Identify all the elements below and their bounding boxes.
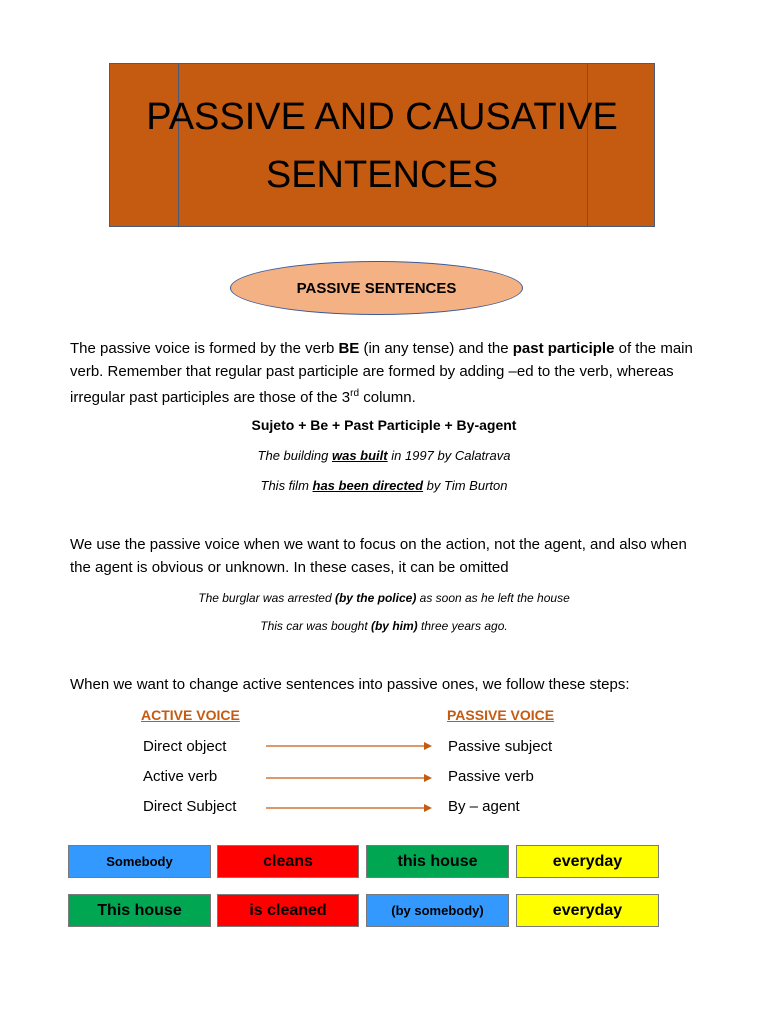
- active-voice-heading: ACTIVE VOICE: [141, 707, 240, 723]
- title-banner: [109, 63, 655, 227]
- intro-text-4: column.: [359, 389, 416, 406]
- intro-text-2: (in any tense) and the: [359, 340, 513, 357]
- intro-paragraph: [70, 338, 710, 410]
- row1-time-cell: everyday: [516, 845, 659, 878]
- row1-object-cell: this house: [366, 845, 509, 878]
- section-label: PASSIVE SENTENCES: [296, 279, 457, 297]
- example-3: [0, 591, 768, 605]
- example-2: [0, 478, 768, 493]
- steps-intro: When we want to change active sentences into passive ones, we follow these steps:: [70, 676, 630, 693]
- page-title: [110, 88, 654, 204]
- step-2-passive: Passive verb: [448, 768, 534, 785]
- intro-bold-be: BE: [338, 340, 360, 357]
- example-1: [0, 448, 768, 463]
- row2-subject-cell: This house: [68, 894, 211, 927]
- step-1-passive: Passive subject: [448, 738, 553, 755]
- example-4-pre: This car was bought: [260, 619, 371, 633]
- example-2-pre: This film: [260, 478, 313, 493]
- intro-text-1: The passive voice is formed by the verb: [70, 340, 339, 357]
- intro-text-3: of the main verb. Remember that regular past participle are formed by adding –ed to the verb, whereas irregular past participles are those of the 3: [70, 340, 693, 406]
- example-1-highlight: was built: [331, 448, 388, 463]
- title-line-2: SENTENCES: [265, 154, 499, 196]
- row1-verb-cell: cleans: [217, 845, 359, 878]
- example-4: [0, 619, 768, 633]
- example-3-post: as soon as he left the house: [416, 591, 570, 605]
- passive-voice-heading: PASSIVE VOICE: [447, 707, 555, 723]
- example-2-post: by Tim Burton: [423, 478, 508, 493]
- step-2-active: Active verb: [143, 768, 218, 785]
- example-1-post: in 1997 by Calatrava: [387, 448, 511, 463]
- intro-superscript: rd: [350, 388, 360, 399]
- step-3-passive: By – agent: [448, 798, 520, 815]
- formula: Sujeto + Be + Past Participle + By-agent: [251, 417, 517, 433]
- example-3-agent: (by the police): [334, 591, 417, 605]
- section-label-oval: [230, 261, 523, 315]
- step-1-active: Direct object: [143, 738, 227, 755]
- row2-time-cell: everyday: [516, 894, 659, 927]
- example-4-post: three years ago.: [417, 619, 508, 633]
- intro-bold-past-participle: past participle: [512, 340, 615, 357]
- example-1-pre: The building: [257, 448, 332, 463]
- row2-agent-cell: (by somebody): [366, 894, 509, 927]
- row2-verb-cell: is cleaned: [217, 894, 359, 927]
- example-2-highlight: has been directed: [312, 478, 424, 493]
- example-4-agent: (by him): [370, 619, 418, 633]
- title-line-1: PASSIVE AND CAUSATIVE: [146, 96, 618, 138]
- arrow-right-icon: [266, 803, 432, 813]
- arrow-right-icon: [266, 741, 432, 751]
- example-3-pre: The burglar was arrested: [198, 591, 335, 605]
- usage-paragraph: We use the passive voice when we want to focus on the action, not the agent, and also when the agent is obvious or unknown. In these cases, it can be omitted: [70, 536, 687, 576]
- row1-subject-cell: Somebody: [68, 845, 211, 878]
- step-3-active: Direct Subject: [143, 798, 237, 815]
- arrow-right-icon: [266, 773, 432, 783]
